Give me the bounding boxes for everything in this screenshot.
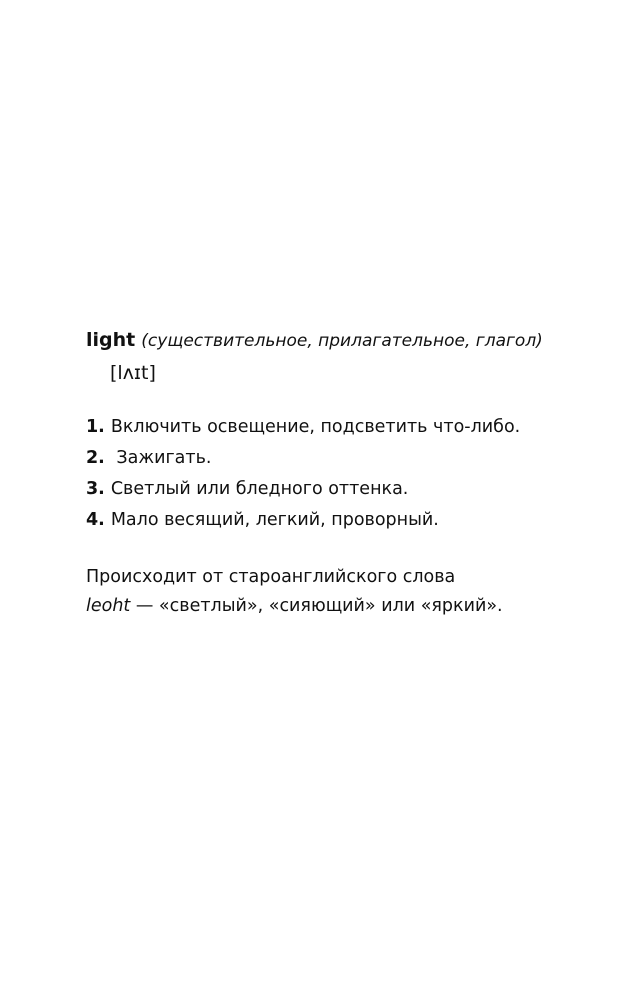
definition-number: 3. <box>86 479 105 499</box>
definition-number: 2. <box>86 448 105 468</box>
definition-text: Включить освещение, подсветить что-либо. <box>110 417 521 437</box>
part-of-speech: (существительное, прилагательное, глагол) <box>141 331 543 351</box>
headword-line <box>86 326 586 355</box>
etymology-meanings: — «светлый», «сияющий» или «яркий». <box>130 596 503 616</box>
etymology-line <box>86 592 586 621</box>
definition-item <box>86 443 586 474</box>
definition-text: Мало весящий, легкий, проворный. <box>110 510 439 530</box>
definition-item <box>86 474 586 505</box>
etymology-intro: Происходит от староанглийского слова <box>86 567 456 587</box>
definition-text: Светлый или бледного оттенка. <box>110 479 409 499</box>
transcription: [lʌɪt] <box>110 362 156 384</box>
definition-item <box>86 505 586 536</box>
etymology <box>86 563 586 621</box>
etymology-source-word: leoht <box>86 596 131 616</box>
definition-number: 1. <box>86 417 105 437</box>
definition-list <box>86 412 586 536</box>
definition-text: Зажигать. <box>110 448 212 468</box>
dictionary-entry <box>86 326 586 621</box>
headword: light <box>86 329 136 351</box>
definition-number: 4. <box>86 510 105 530</box>
definition-item <box>86 412 586 443</box>
